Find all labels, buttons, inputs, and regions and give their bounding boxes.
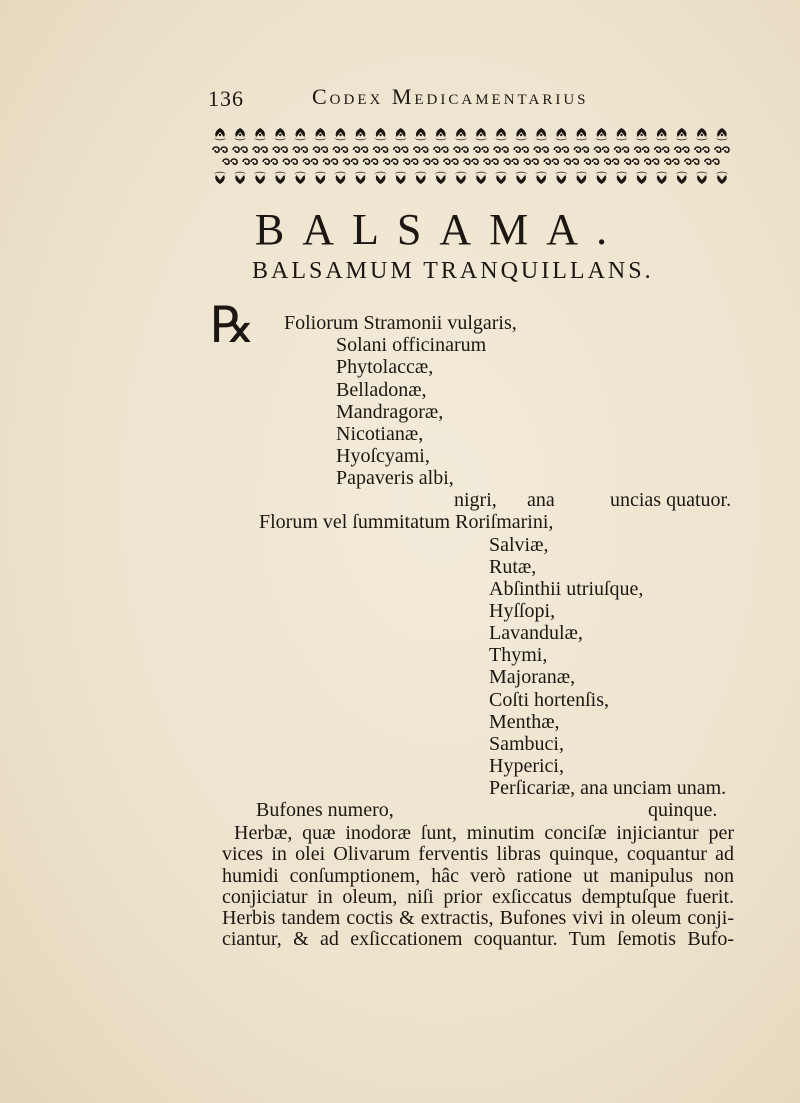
fleuron-icon [415, 172, 427, 184]
fleuron-icon [594, 147, 608, 152]
fleuron-icon [514, 147, 528, 152]
fleuron-icon [635, 147, 649, 152]
fleuron-icon [263, 159, 277, 164]
fleuron-icon [375, 128, 387, 140]
fleuron-band-ornament [210, 128, 732, 188]
fleuron-icon [636, 172, 648, 184]
recipe-line: Rutæ, [489, 556, 537, 578]
fleuron-icon [716, 172, 728, 184]
fleuron-icon [214, 128, 226, 140]
fleuron-icon [645, 159, 659, 164]
fleuron-icon [676, 172, 688, 184]
fleuron-icon [274, 172, 286, 184]
fleuron-icon [374, 147, 388, 152]
fleuron-icon [344, 159, 358, 164]
recipe-line: Menthæ, [489, 711, 560, 733]
fleuron-icon [696, 128, 708, 140]
fleuron-icon [675, 147, 689, 152]
recipe-line: ana [527, 489, 555, 511]
fleuron-icon [254, 172, 266, 184]
fleuron-icon [464, 159, 478, 164]
fleuron-icon [415, 128, 427, 140]
fleuron-icon [535, 172, 547, 184]
fleuron-icon [404, 159, 418, 164]
paragraph-line: Herbæ, quæ inodoræ ſunt, minutim conciſæ injiciantur per [234, 822, 734, 844]
fleuron-icon [655, 147, 669, 152]
recipe-title: BALSAMUM TRANQUILLANS. [252, 258, 654, 284]
recipe-line: Coſti hortenſis, [489, 689, 609, 711]
fleuron-icon [354, 147, 368, 152]
fleuron-icon [375, 172, 387, 184]
recipe-line: Majoranæ, [489, 666, 576, 688]
fleuron-icon [616, 128, 628, 140]
recipe-line: Florum vel ſummitatum Roriſmarini, [259, 511, 554, 533]
fleuron-icon [314, 128, 326, 140]
recipe-line: Solani officinarum [336, 334, 487, 356]
fleuron-icon [535, 128, 547, 140]
fleuron-icon [495, 172, 507, 184]
recipe-line: Phytolaccæ, [336, 356, 434, 378]
fleuron-icon [334, 172, 346, 184]
fleuron-icon [395, 172, 407, 184]
fleuron-icon [574, 147, 588, 152]
paragraph-line: Herbis tandem coctis & extractis, Bufones vivi in oleum conji- [222, 907, 734, 930]
running-head: Codex Medicamentarius [312, 84, 589, 109]
instructions-paragraph [222, 823, 734, 951]
fleuron-icon [656, 172, 668, 184]
fleuron-icon [233, 147, 247, 152]
recipe-line: Foliorum Stramonii vulgaris, [284, 312, 517, 334]
fleuron-icon [625, 159, 639, 164]
fleuron-icon [243, 159, 257, 164]
fleuron-icon [313, 147, 327, 152]
fleuron-icon [716, 128, 728, 140]
recipe-line: Belladonæ, [336, 379, 427, 401]
fleuron-icon [334, 128, 346, 140]
fleuron-icon [705, 159, 719, 164]
paragraph-line: conjiciatur in oleum, niſi prior exſiccatus demptuſque fuerit. [222, 885, 734, 908]
fleuron-icon [444, 159, 458, 164]
fleuron-icon [414, 147, 428, 152]
section-title: BALSAMA. [254, 205, 626, 254]
fleuron-icon [223, 159, 237, 164]
fleuron-icon [355, 172, 367, 184]
page-number: 136 [208, 86, 244, 111]
fleuron-icon [715, 147, 729, 152]
recipe-line: quinque. [648, 799, 718, 821]
fleuron-icon [575, 128, 587, 140]
fleuron-icon [524, 159, 538, 164]
recipe-line: Salviæ, [489, 534, 549, 556]
fleuron-icon [595, 128, 607, 140]
fleuron-icon [676, 128, 688, 140]
fleuron-icon [303, 159, 317, 164]
fleuron-icon [234, 128, 246, 140]
fleuron-icon [314, 172, 326, 184]
fleuron-icon [636, 128, 648, 140]
fleuron-icon [544, 159, 558, 164]
recipe-line: uncias quatuor. [610, 489, 732, 511]
recipe-line: Mandragoræ, [336, 401, 444, 423]
fleuron-icon [595, 172, 607, 184]
fleuron-icon [435, 128, 447, 140]
fleuron-icon [695, 147, 709, 152]
recipe-line: nigri, [454, 489, 497, 511]
recipe-line: Sambuci, [489, 733, 564, 755]
fleuron-icon [554, 147, 568, 152]
fleuron-icon [475, 128, 487, 140]
fleuron-icon [475, 172, 487, 184]
fleuron-icon [293, 147, 307, 152]
fleuron-icon [395, 128, 407, 140]
paragraph-line: humidi conſumptionem, hâc verò ratione ut manipulus non [222, 864, 734, 887]
fleuron-icon [615, 147, 629, 152]
recipe-line: Papaveris albi, [336, 467, 454, 489]
fleuron-icon [495, 128, 507, 140]
fleuron-icon [494, 147, 508, 152]
fleuron-icon [384, 159, 398, 164]
fleuron-icon [455, 128, 467, 140]
fleuron-icon [234, 172, 246, 184]
recipe-line: Thymi, [489, 644, 548, 666]
fleuron-icon [283, 159, 297, 164]
fleuron-icon [214, 172, 226, 184]
fleuron-icon [484, 159, 498, 164]
paragraph-line: ciantur, & ad exſiccationem coquantur. Tum ſemotis Bufo- [222, 928, 734, 951]
fleuron-icon [394, 147, 408, 152]
fleuron-icon [355, 128, 367, 140]
fleuron-icon [435, 172, 447, 184]
fleuron-icon [534, 147, 548, 152]
fleuron-icon [685, 159, 699, 164]
fleuron-icon [665, 159, 679, 164]
recipe-line: Perſicariæ, ana unciam unam. [489, 777, 727, 799]
fleuron-icon [424, 159, 438, 164]
recipe-line: Hyſſopi, [489, 600, 556, 622]
recipe-line: Abſinthii utriuſque, [489, 578, 644, 600]
fleuron-icon [696, 172, 708, 184]
fleuron-icon [616, 172, 628, 184]
recipe-symbol: ℞ [210, 297, 255, 353]
recipe-line: Nicotianæ, [336, 423, 424, 445]
fleuron-icon [454, 147, 468, 152]
fleuron-icon [253, 147, 267, 152]
fleuron-icon [656, 128, 668, 140]
fleuron-icon [605, 159, 619, 164]
recipe-line: Bufones numero, [256, 799, 394, 821]
fleuron-icon [274, 128, 286, 140]
fleuron-icon [474, 147, 488, 152]
fleuron-icon [273, 147, 287, 152]
fleuron-icon [584, 159, 598, 164]
fleuron-icon [504, 159, 518, 164]
fleuron-icon [333, 147, 347, 152]
fleuron-icon [364, 159, 378, 164]
fleuron-icon [434, 147, 448, 152]
fleuron-icon [323, 159, 337, 164]
recipe-line: Lavandulæ, [489, 622, 583, 644]
paragraph-line: vices in olei Olivarum ferventis libras quinque, coquantur ad [222, 843, 734, 866]
fleuron-icon [555, 128, 567, 140]
fleuron-icon [294, 128, 306, 140]
fleuron-icon [294, 172, 306, 184]
fleuron-icon [555, 172, 567, 184]
recipe-line: Hyperici, [489, 755, 564, 777]
fleuron-icon [254, 128, 266, 140]
fleuron-icon [575, 172, 587, 184]
fleuron-icon [564, 159, 578, 164]
fleuron-icon [455, 172, 467, 184]
fleuron-icon [213, 147, 227, 152]
fleuron-icon [515, 128, 527, 140]
fleuron-icon [515, 172, 527, 184]
recipe-line: Hyoſcyami, [336, 445, 430, 467]
